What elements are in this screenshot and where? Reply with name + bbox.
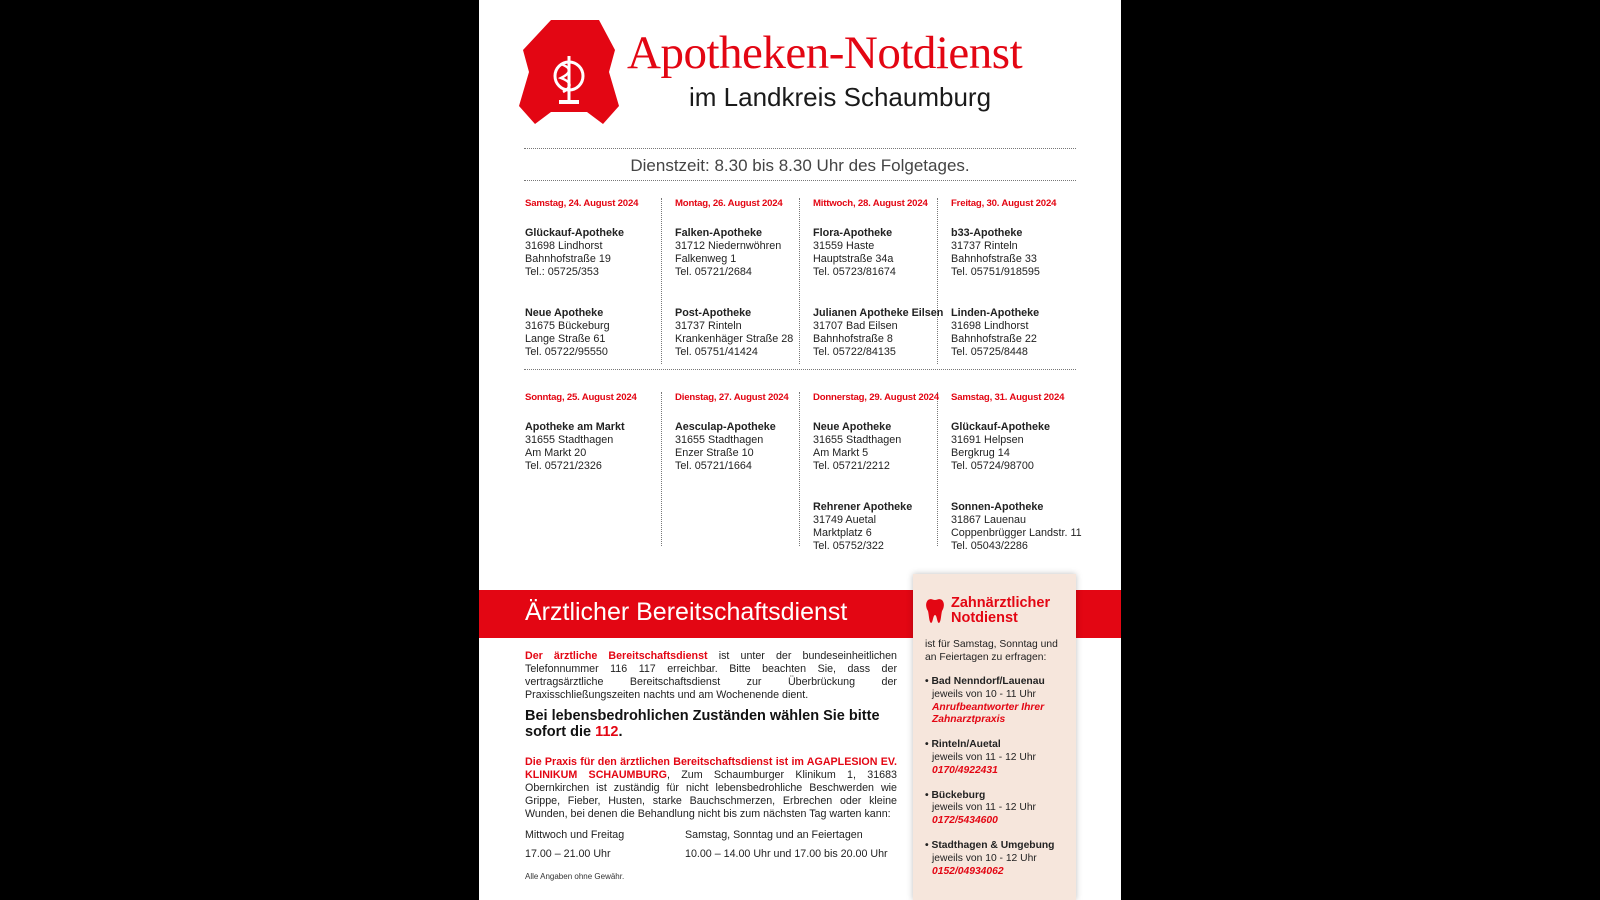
emergency-number: 112 [595, 724, 619, 740]
region-time: jeweils von 11 - 12 Uhr [932, 802, 1036, 814]
hours-weekday [525, 826, 624, 864]
day-date: Dienstag, 27. August 2024 [675, 392, 789, 403]
day-column [662, 198, 800, 364]
pharmacy-entry [951, 501, 1082, 553]
page-subtitle: im Landkreis Schaumburg [689, 82, 992, 112]
pharmacy-phone: Tel. 05722/95550 [525, 346, 608, 358]
pharmacy-phone: Tel. 05721/2212 [813, 460, 890, 472]
dental-region [925, 676, 1066, 727]
pharmacy-phone: Tel. 05721/2326 [525, 460, 602, 472]
pharmacy-entry [951, 227, 1076, 279]
pharmacy-city: 31707 Bad Eilsen [813, 320, 898, 332]
dental-region [925, 739, 1066, 777]
region-name: • Bückeburg [925, 790, 1066, 803]
dental-box [913, 574, 1076, 900]
pharmacy-city: 31698 Lindhorst [951, 320, 1029, 332]
pharmacy-entry [675, 421, 799, 473]
pharmacy-phone: Tel. 05721/2684 [675, 266, 752, 278]
pharmacy-entry [675, 227, 799, 279]
pharmacy-street: Enzer Straße 10 [675, 447, 754, 459]
pharmacy-city: 31691 Helpsen [951, 434, 1024, 446]
day-column [800, 198, 944, 364]
pharmacy-entry [525, 421, 661, 473]
pharmacy-street: Hauptstraße 34a [813, 253, 894, 265]
hours-weekday-label: Mittwoch und Freitag [525, 829, 625, 841]
dental-region [925, 790, 1066, 828]
pharmacy-street: Am Markt 5 [813, 447, 869, 459]
pharmacy-name: Linden-Apotheke [951, 307, 1040, 319]
pharmacy-street: Bahnhofstraße 19 [525, 253, 611, 265]
pharmacy-street: Falkenweg 1 [675, 253, 737, 265]
region-contact: Zahnarztpraxis [932, 714, 1006, 726]
pharmacy-phone: Tel. 05724/98700 [951, 460, 1034, 472]
clinic-info [525, 756, 897, 821]
pharmacy-name: Sonnen-Apotheke [951, 501, 1044, 513]
pharmacy-city: 31712 Niedernwöhren [675, 240, 782, 252]
tooth-icon [925, 598, 945, 624]
divider [524, 369, 1076, 370]
hours-weekend-label: Samstag, Sonntag und an Feiertagen [685, 829, 863, 841]
pharmacy-name: Julianen Apotheke Eilsen [813, 307, 944, 319]
dental-title [951, 596, 1050, 626]
day-column [524, 392, 662, 546]
pharmacy-name: Glückauf-Apotheke [951, 421, 1050, 433]
pharmacy-grid-week1 [524, 198, 1076, 364]
pharmacy-entry [525, 307, 661, 359]
pharmacy-city: 31749 Auetal [813, 514, 877, 526]
pharmacy-city: 31655 Stadthagen [525, 434, 614, 446]
pharmacy-city: 31559 Haste [813, 240, 875, 252]
day-column [938, 198, 1076, 364]
pharmacy-city: 31737 Rinteln [951, 240, 1018, 252]
doctor-intro [525, 650, 897, 702]
pharmacy-name: Post-Apotheke [675, 307, 752, 319]
pharmacy-name: Rehrener Apotheke [813, 501, 913, 513]
pharmacy-name: Apotheke am Markt [525, 421, 625, 433]
region-contact: 0170/4922431 [932, 764, 998, 776]
apotheke-logo-icon [519, 20, 619, 124]
region-contact: 0172/5434600 [932, 815, 998, 827]
dental-region [925, 840, 1066, 878]
pharmacy-phone: Tel. 05751/41424 [675, 346, 758, 358]
pharmacy-city: 31737 Rinteln [675, 320, 742, 332]
pharmacy-city: 31698 Lindhorst [525, 240, 603, 252]
pharmacy-street: Krankenhäger Straße 28 [675, 333, 794, 345]
region-name: • Rinteln/Auetal [925, 739, 1066, 752]
pharmacy-street: Bahnhofstraße 22 [951, 333, 1037, 345]
day-date: Montag, 26. August 2024 [675, 198, 783, 209]
pharmacy-phone: Tel.: 05725/353 [525, 266, 599, 278]
emergency-notice [525, 708, 897, 740]
pharmacy-name: Flora-Apotheke [813, 227, 893, 239]
day-date: Mittwoch, 28. August 2024 [813, 198, 928, 209]
hours-weekend [685, 826, 888, 864]
region-name: • Stadthagen & Umgebung [925, 840, 1066, 853]
doctor-intro-lead: Der ärztliche Bereitschaftsdienst [525, 650, 708, 662]
pharmacy-street: Bahnhofstraße 33 [951, 253, 1037, 265]
disclaimer: Alle Angaben ohne Gewähr. [525, 872, 625, 881]
pharmacy-entry [951, 307, 1076, 359]
pharmacy-grid-week2 [524, 392, 1082, 552]
divider [524, 180, 1076, 181]
day-column [524, 198, 662, 364]
pharmacy-name: Neue Apotheke [525, 307, 604, 319]
pharmacy-phone: Tel. 05725/8448 [951, 346, 1028, 358]
pharmacy-street: Coppenbrügger Landstr. 11 [951, 527, 1082, 539]
dental-header [925, 596, 1066, 626]
pharmacy-entry [813, 227, 937, 279]
pharmacy-entry [951, 421, 1076, 473]
day-date: Freitag, 30. August 2024 [951, 198, 1057, 209]
pharmacy-entry [675, 307, 799, 359]
dental-title-line2: Notdienst [951, 610, 1018, 626]
pharmacy-phone: Tel. 05752/322 [813, 540, 884, 552]
pharmacy-phone: Tel. 05751/918595 [951, 266, 1040, 278]
pharmacy-name: Aesculap-Apotheke [675, 421, 776, 433]
dental-intro: ist für Samstag, Sonntag und an Feiertagen zu erfragen: [925, 639, 1058, 663]
pharmacy-entry [813, 501, 937, 553]
pharmacy-street: Am Markt 20 [525, 447, 587, 459]
doctor-section-title: Ärztlicher Bereitschaftsdienst [525, 598, 848, 626]
pharmacy-street: Bahnhofstraße 8 [813, 333, 893, 345]
pharmacy-city: 31867 Lauenau [951, 514, 1027, 526]
pharmacy-entry [813, 421, 937, 473]
pharmacy-city: 31655 Stadthagen [813, 434, 902, 446]
region-contact: 0152/04934062 [932, 865, 1004, 877]
day-column [938, 392, 1082, 552]
pharmacy-name: Neue Apotheke [813, 421, 892, 433]
pharmacy-name: Falken-Apotheke [675, 227, 762, 239]
day-column [800, 392, 939, 552]
region-time: jeweils von 10 - 11 Uhr [932, 688, 1036, 700]
pharmacy-name: Glückauf-Apotheke [525, 227, 624, 239]
pharmacy-street: Marktplatz 6 [813, 527, 872, 539]
clinic-rest: , Zum Schaumburger Klinikum 1, 31683 Obernkirchen ist zuständig für nicht lebensbedrohliche Beschwerden wie Grippe, Fieber, Husten, starke Bauchschmerzen, Erbrechen oder kleine Wunden, bei denen die Behandlung nicht bis zum nächsten Tag warten kann: [525, 769, 897, 820]
pharmacy-street: Lange Straße 61 [525, 333, 606, 345]
region-time: jeweils von 11 - 12 Uhr [932, 751, 1036, 763]
emergency-text: Bei lebensbedrohlichen Zuständen wählen Sie bitte sofort die [525, 708, 880, 740]
doctor-intro-rest: ist unter der bundeseinheitlichen Telefonnummer 116 117 erreichbar. Bitte beachten Sie, dass der vertragsärztliche Bereitschaftsdienst zur Überbrückung der Praxisschließungszeiten nachts und am Wochenende dient. [525, 650, 897, 701]
day-date: Sonntag, 25. August 2024 [525, 392, 637, 403]
divider [524, 148, 1076, 149]
pharmacy-entry [525, 227, 661, 279]
pharmacy-phone: Tel. 05723/81674 [813, 266, 896, 278]
day-date: Samstag, 31. August 2024 [951, 392, 1065, 403]
hours-weekend-value: 10.00 – 14.00 Uhr und 17.00 bis 20.00 Uhr [685, 848, 888, 860]
pharmacy-name: b33-Apotheke [951, 227, 1023, 239]
flyer-sheet [479, 0, 1121, 900]
region-contact: Anrufbeantworter Ihrer [932, 701, 1045, 713]
page-title: Apotheken-Notdienst [627, 27, 1023, 79]
hours-weekday-value: 17.00 – 21.00 Uhr [525, 848, 611, 860]
pharmacy-street: Bergkrug 14 [951, 447, 1010, 459]
clinic-lead: Die Praxis für den ärztlichen Bereitschaftsdienst ist im AGAPLESION EV. KLINIKUM SCHAUMBURG [525, 756, 897, 781]
region-time: jeweils von 10 - 12 Uhr [932, 852, 1037, 864]
pharmacy-city: 31655 Stadthagen [675, 434, 764, 446]
day-date: Samstag, 24. August 2024 [525, 198, 639, 209]
dental-title-line1: Zahnärztlicher [951, 595, 1051, 611]
service-hours: Dienstzeit: 8.30 bis 8.30 Uhr des Folgetages. [630, 156, 970, 175]
pharmacy-entry [813, 307, 944, 359]
day-date: Donnerstag, 29. August 2024 [813, 392, 939, 403]
pharmacy-city: 31675 Bückeburg [525, 320, 610, 332]
emergency-end: . [618, 724, 623, 740]
region-name: • Bad Nenndorf/Lauenau [925, 676, 1066, 689]
pharmacy-phone: Tel. 05721/1664 [675, 460, 752, 472]
pharmacy-phone: Tel. 05043/2286 [951, 540, 1028, 552]
pharmacy-phone: Tel. 05722/84135 [813, 346, 896, 358]
day-column [662, 392, 800, 546]
